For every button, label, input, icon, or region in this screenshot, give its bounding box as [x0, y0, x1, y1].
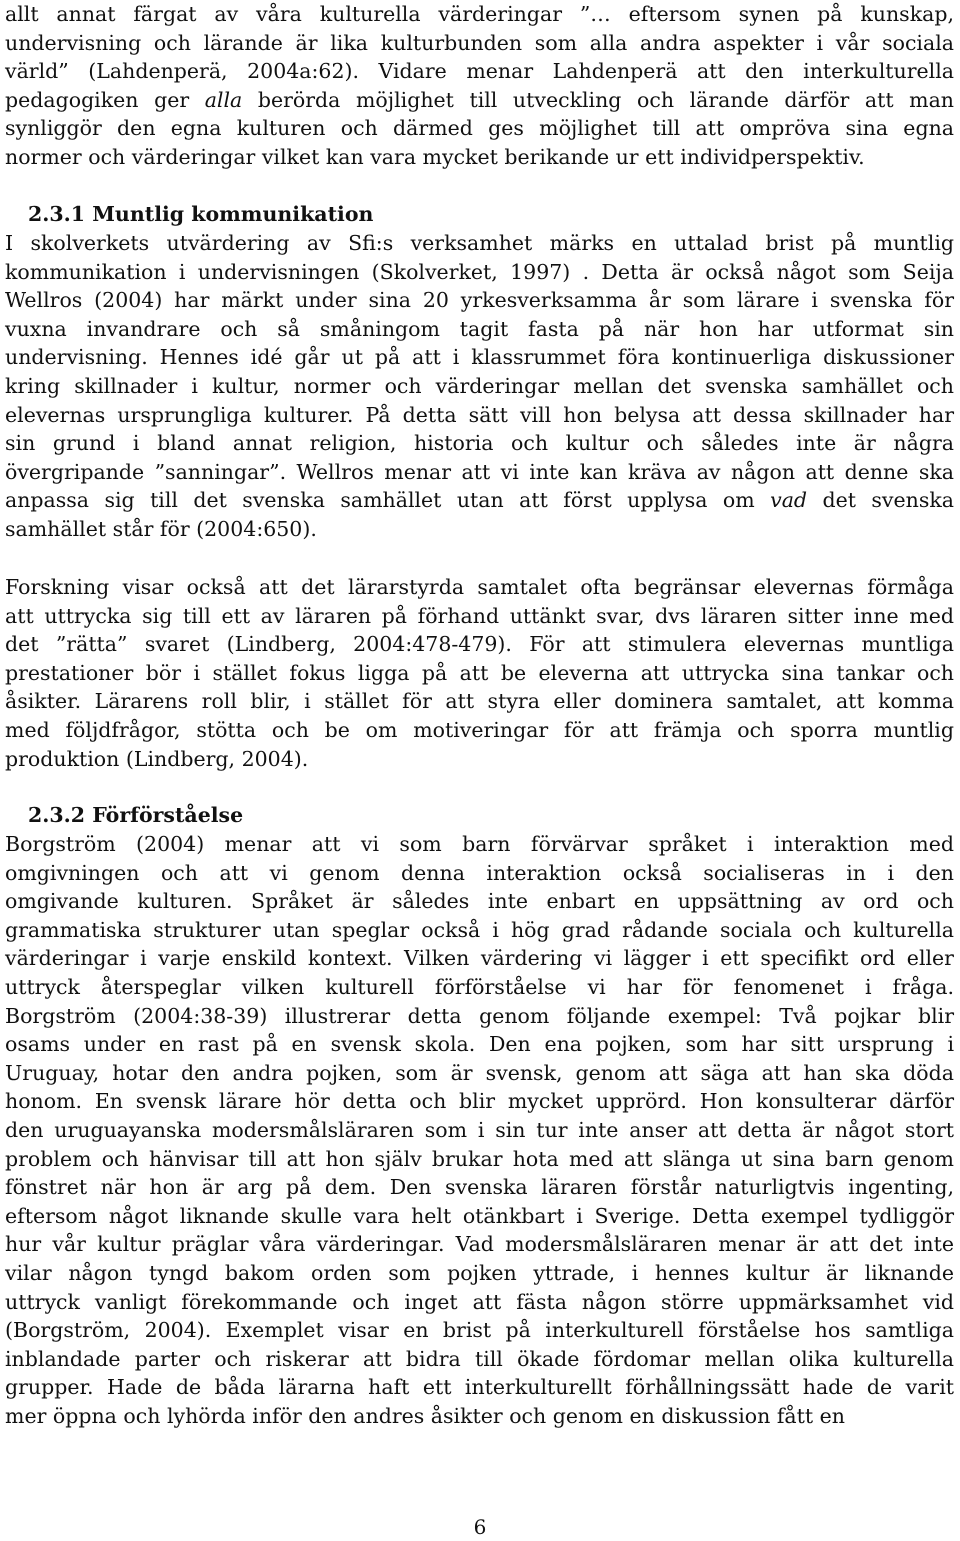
text-line: omgivningen och att vi genom denna interaktion också socialiseras in i den — [5, 860, 954, 885]
text-line: värderingar i varje enskild kontext. Vilken värdering vi lägger i ett specifikt ord eller — [5, 946, 954, 971]
text-line: att uttrycka sig till ett av läraren på förhand uttänkt svar, dvs läraren sitter inne med — [5, 603, 954, 628]
paragraph-forforstaelse — [5, 830, 954, 1430]
text-line: uttryck återspeglar vilken kulturell förförståelse vi har för fenomenet i fråga. — [5, 974, 954, 999]
text-line: fönstret när hon är arg på dem. Den svenska läraren förstår naturligtvis ingenting, — [5, 1175, 954, 1200]
text-line: undervisning. Hennes idé går ut på att i klassrummet föra kontinuerliga diskussioner — [5, 345, 954, 370]
page-number: 6 — [473, 1515, 487, 1539]
text-line: med följdfrågor, stötta och be om motiveringar för att främja och sporra muntlig — [5, 717, 954, 742]
text-line: övergripande ”sanningar”. Wellros menar att vi inte kan kräva av någon att denne ska — [5, 459, 954, 484]
text-line: normer och värderingar vilket kan vara mycket berikande ur ett individperspektiv. — [5, 144, 865, 169]
text-line: samhället står för (2004:650). — [5, 516, 317, 541]
text-line: Forskning visar också att det lärarstyrda samtalet ofta begränsar elevernas förmåga — [5, 575, 954, 599]
text-line: inblandade parter och riskerar att bidra till ökade fördomar mellan olika kulturella — [5, 1346, 954, 1371]
text-line: honom. En svensk lärare hör detta och blir mycket upprörd. Hon konsulterar därför — [5, 1089, 954, 1114]
text-line: Borgström (2004:38-39) illustrerar detta genom följande exempel: Två pojkar blir — [5, 1003, 954, 1028]
text-line: Borgström (2004) menar att vi som barn förvärvar språket i interaktion med — [5, 832, 954, 856]
text-line: kring skillnader i kultur, normer och värderingar mellan det svenska samhället och — [5, 373, 954, 398]
text-line: den uruguayanska modersmålsläraren som i sin tur inte anser att detta är något stort — [5, 1117, 954, 1142]
text-line: vuxna invandrare och så småningom tagit fasta på när hon har utformat sin — [5, 316, 954, 341]
text-line: Wellros (2004) har märkt under sina 20 yrkesverksamma år som lärare i svenska för — [5, 288, 954, 313]
text-line: undervisning och lärande är lika kulturbunden som alla andra aspekter i vår sociala — [5, 30, 954, 55]
text-line: grammatiska strukturer utan speglar också i hög grad rådande sociala och kulturella — [5, 917, 954, 942]
text-line: (Borgström, 2004). Exemplet visar en brist på interkulturell förståelse hos samtliga — [5, 1318, 954, 1343]
heading-title: Förförståelse — [92, 803, 244, 827]
text-line: osams under en rast på en svensk skola. Den ena pojken, som har sitt ursprung i — [5, 1032, 954, 1057]
text-line: sin grund i bland annat religion, historia och kultur och således inte är några — [5, 431, 954, 456]
text-line: synliggör den egna kulturen och därmed ges möjlighet till att ompröva sina egna — [5, 116, 954, 141]
text-line: elevernas ursprungliga kulturer. På detta sätt vill hon belysa att dessa skillnader har — [5, 402, 954, 427]
section-heading-forforstaelse — [28, 801, 243, 830]
heading-number: 2.3.1 — [28, 202, 86, 226]
paragraph-intro — [5, 0, 954, 172]
text-line: produktion (Lindberg, 2004). — [5, 746, 309, 771]
section-heading-muntlig-kommunikation — [28, 200, 373, 229]
emphasis: vad — [770, 488, 808, 513]
text-line: I skolverkets utvärdering av Sfi:s verksamhet märks en uttalad brist på muntlig — [5, 231, 954, 255]
text-line: vilar någon tyngd bakom orden som pojken yttrade, i hennes kultur är liknande — [5, 1260, 954, 1285]
text-line: problem och hänvisar till att hon själv brukar hota med att slänga ut sina barn genom — [5, 1146, 954, 1171]
text-line: Uruguay, hotar den andra pojken, som är svensk, genom att säga att han ska döda — [5, 1060, 954, 1085]
text-line: åsikter. Lärarens roll blir, i stället för att styra eller dominera samtalet, att komma — [5, 689, 954, 714]
heading-number: 2.3.2 — [28, 803, 86, 827]
emphasis: alla — [204, 87, 243, 112]
text-line: det ”rätta” svaret (Lindberg, 2004:478-479). För att stimulera elevernas muntliga — [5, 632, 954, 657]
heading-title: Muntlig kommunikation — [92, 202, 374, 226]
text-line: hur vår kultur präglar våra värderingar. Vad modersmålsläraren menar är att det inte — [5, 1232, 954, 1257]
text-line: anpassa sig till det svenska samhället utan att först upplysa om vad det svenska — [5, 488, 954, 513]
text-line: kommunikation i undervisningen (Skolverket, 1997) . Detta är också något som Seija — [5, 259, 954, 284]
paragraph-forskning — [5, 573, 954, 773]
paragraph-muntlig-kommunikation — [5, 229, 954, 544]
text-line: värld” (Lahdenperä, 2004a:62). Vidare menar Lahdenperä att den interkulturella — [5, 59, 954, 84]
text-line: eftersom något liknande skulle vara helt otänkbart i Sverige. Detta exempel tydliggör — [5, 1203, 954, 1228]
text-line: prestationer bör i stället fokus ligga på att be eleverna att uttrycka sina tankar och — [5, 660, 954, 685]
text-line: allt annat färgat av våra kulturella värderingar ”… eftersom synen på kunskap, — [5, 2, 954, 26]
text-line: omgivande kulturen. Språket är således inte enbart en uppsättning av ord och — [5, 889, 954, 914]
text-line: mer öppna och lyhörda inför den andres åsikter och genom en diskussion fått en — [5, 1403, 845, 1428]
text-line: grupper. Hade de båda lärarna haft ett interkulturellt förhållningssätt hade de varit — [5, 1375, 954, 1400]
text-line: pedagogiken ger alla berörda möjlighet till utveckling och lärande därför att man — [5, 87, 954, 112]
text-line: uttryck vanligt förekommande och inget att fästa någon större uppmärksamhet vid — [5, 1289, 954, 1314]
